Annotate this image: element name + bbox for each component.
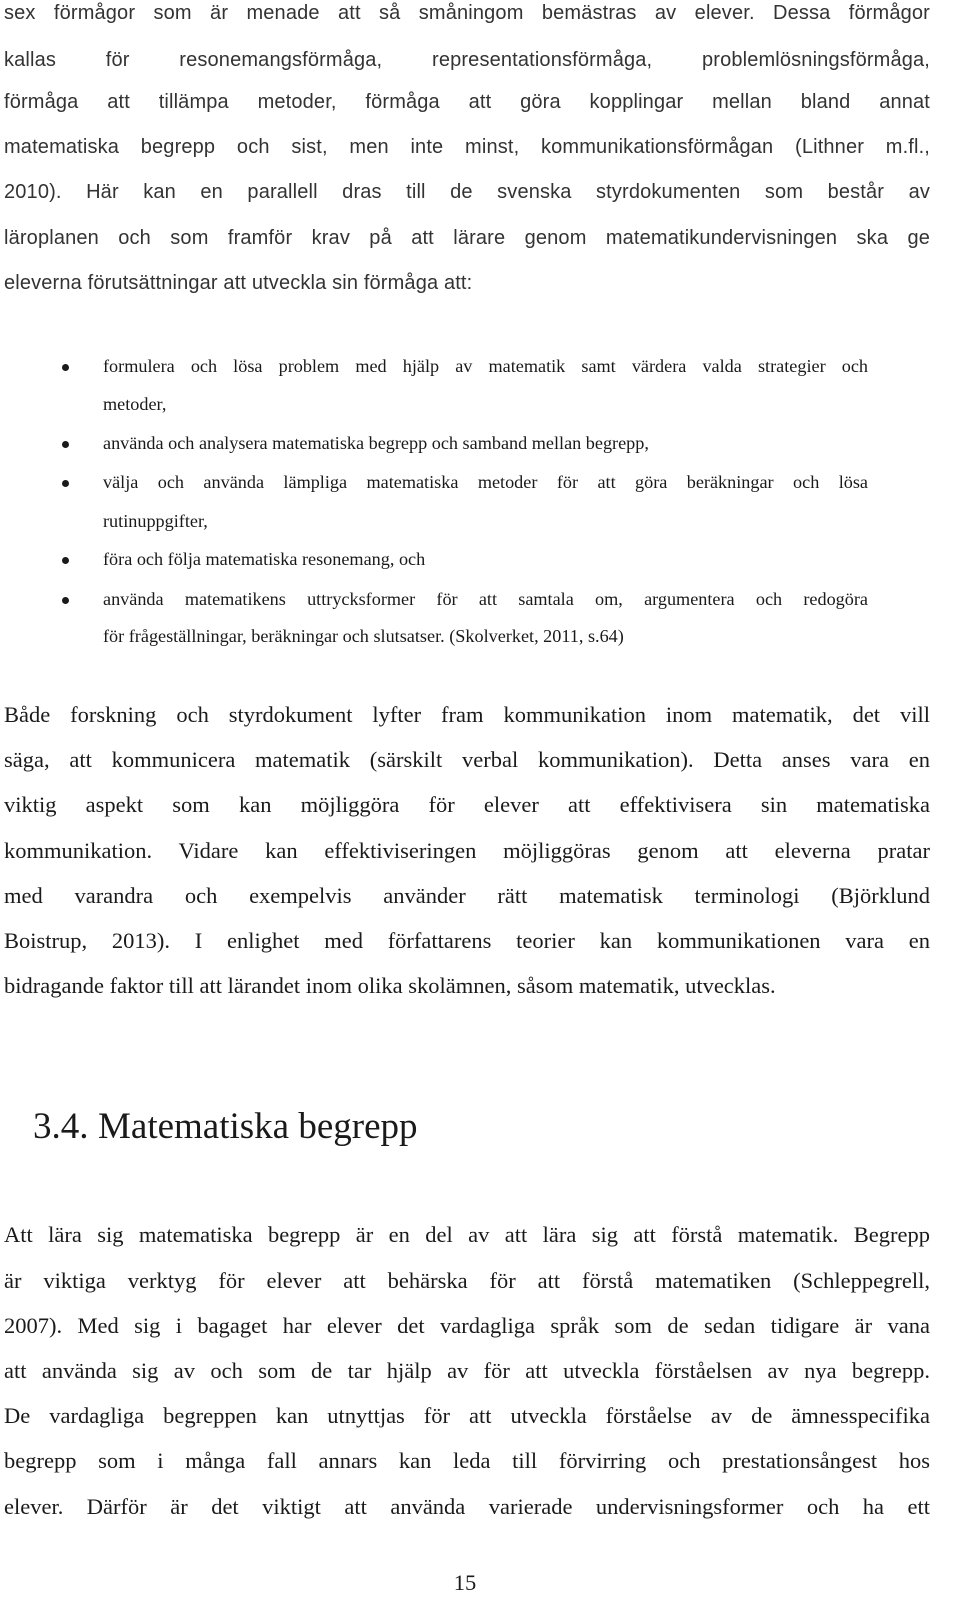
paragraph-line: kommunikation. Vidare kan effektiviseringen möjliggöras genom att eleverna pratar	[4, 838, 930, 863]
bullet-icon	[62, 480, 69, 487]
bullet-icon	[62, 364, 69, 371]
paragraph-line: 2010). Här kan en parallell dras till de svenska styrdokumenten som består av	[4, 181, 930, 203]
paragraph-line: med varandra och exempelvis använder rätt matematisk terminologi (Björklund	[4, 883, 930, 908]
paragraph-line: sex förmågor som är menade att så småningom bemästras av elever. Dessa förmågor	[4, 2, 930, 24]
bullet-line: rutinuppgifter,	[103, 511, 208, 531]
section-heading	[33, 1108, 418, 1145]
paragraph-line: viktig aspekt som kan möjliggöra för elever att effektivisera sin matematiska	[4, 792, 930, 817]
bullet-line: formulera och lösa problem med hjälp av matematik samt värdera valda strategier och	[103, 356, 868, 376]
paragraph-line: bidragande faktor till att lärandet inom olika skolämnen, såsom matematik, utvecklas.	[4, 973, 776, 998]
paragraph-line: att använda sig av och som de tar hjälp av för att utveckla förståelsen av nya begrepp.	[4, 1358, 930, 1383]
paragraph-line: kallas för resonemangsförmåga, representationsförmåga, problemlösningsförmåga,	[4, 49, 930, 71]
bullet-line: föra och följa matematiska resonemang, och	[103, 549, 426, 569]
paragraph-line: matematiska begrepp och sist, men inte minst, kommunikationsförmågan (Lithner m.fl.,	[4, 136, 930, 158]
paragraph-line: är viktiga verktyg för elever att behärska för att förstå matematiken (Schleppegrell,	[4, 1268, 930, 1293]
bullet-icon	[62, 597, 69, 604]
paragraph-line: elever. Därför är det viktigt att använda varierade undervisningsformer och ha ett	[4, 1494, 930, 1519]
bullet-line: välja och använda lämpliga matematiska metoder för att göra beräkningar och lösa	[103, 472, 868, 492]
bullet-line: använda och analysera matematiska begrepp och samband mellan begrepp,	[103, 433, 649, 453]
paragraph-line: säga, att kommunicera matematik (särskilt verbal kommunikation). Detta anses vara en	[4, 747, 930, 772]
page-number: 15	[453, 1570, 477, 1595]
paragraph-line: begrepp som i många fall annars kan leda till förvirring och prestationsångest hos	[4, 1448, 930, 1473]
bullet-line: för frågeställningar, beräkningar och slutsatser. (Skolverket, 2011, s.64)	[103, 626, 624, 646]
paragraph-line: eleverna förutsättningar att utveckla sin förmåga att:	[4, 272, 473, 294]
paragraph-line: 2007). Med sig i bagaget har elever det vardagliga språk som de sedan tidigare är vana	[4, 1313, 930, 1338]
bullet-icon	[62, 441, 69, 448]
bullet-icon	[62, 557, 69, 564]
paragraph-line: Att lära sig matematiska begrepp är en del av att lära sig att förstå matematik. Begrepp	[4, 1222, 930, 1247]
paragraph-line: Boistrup, 2013). I enlighet med författarens teorier kan kommunikationen vara en	[4, 928, 930, 953]
bullet-line: metoder,	[103, 394, 167, 414]
paragraph-line: förmåga att tillämpa metoder, förmåga att göra kopplingar mellan bland annat	[4, 91, 930, 113]
section-number: 3.4.	[33, 1106, 89, 1147]
paragraph-line: läroplanen och som framför krav på att lärare genom matematikundervisningen ska ge	[4, 227, 930, 249]
section-title: Matematiska begrepp	[98, 1106, 418, 1147]
paragraph-line: De vardagliga begreppen kan utnyttjas för att utveckla förståelse av de ämnesspecifika	[4, 1403, 930, 1428]
bullet-line: använda matematikens uttrycksformer för att samtala om, argumentera och redogöra	[103, 589, 868, 609]
paragraph-line: Både forskning och styrdokument lyfter fram kommunikation inom matematik, det vill	[4, 702, 930, 727]
